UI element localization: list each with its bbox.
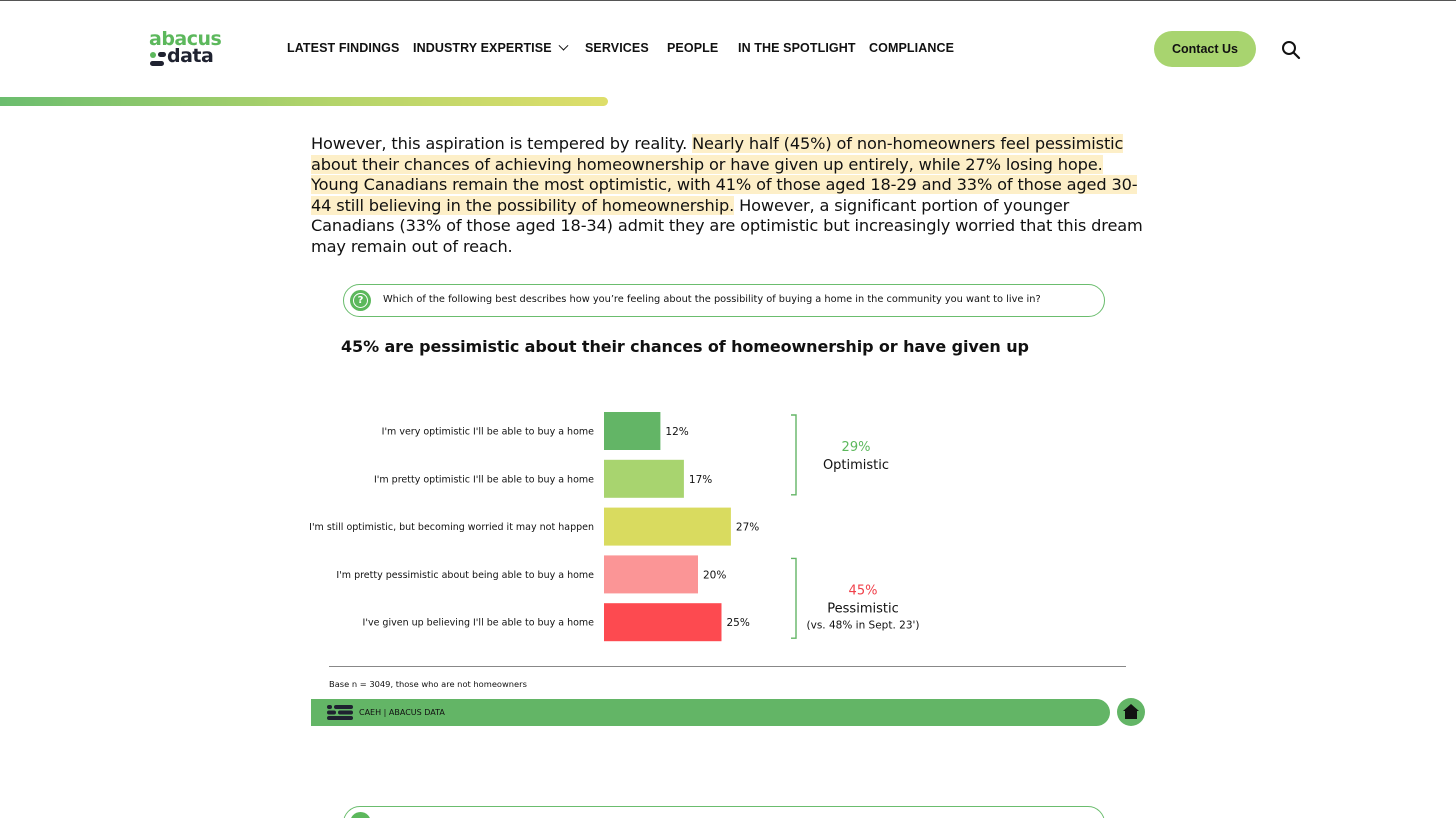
group-label: Optimistic [822,457,890,473]
chart-title: 45% are pessimistic about their chances of homeownership or have given up [341,337,1029,356]
site-header [0,1,1456,97]
nav-in-the-spotlight[interactable]: IN THE SPOTLIGHT [738,41,856,55]
nav-people[interactable]: PEOPLE [667,41,719,55]
logo-dot [150,52,156,58]
group-bracket [791,415,796,495]
abacus-mark-icon [327,705,353,720]
figure-footer-bar [311,699,1110,726]
question-mark-icon: ? [350,290,371,311]
reading-progress-fill [0,97,608,106]
nav-industry-expertise[interactable]: INDUSTRY EXPERTISE [413,41,567,55]
contact-us-button[interactable]: Contact Us [1154,31,1256,67]
group-label: Pessimistic [827,601,899,617]
chevron-down-icon [558,41,568,51]
data-label: 25% [726,617,750,630]
data-label: 27% [735,521,760,534]
bar [604,555,698,593]
data-label: 17% [688,473,713,486]
data-label: 20% [703,569,727,582]
bar [604,460,684,498]
data-label: 12% [665,426,689,438]
category-label: I'm very optimistic I'll be able to buy a home [381,426,594,438]
category-label: I'm pretty pessimistic about being able to buy a home [336,569,594,581]
question-mark-icon [350,812,371,818]
article-paragraph [311,134,1151,257]
bar-chart [311,270,1151,740]
group-value: 45% [848,583,878,599]
reading-progress-bar [0,97,941,106]
nav-compliance[interactable]: COMPLIANCE [869,41,955,55]
bar [604,412,660,450]
search-icon[interactable] [1281,40,1301,60]
survey-chart-figure [311,270,1151,740]
bar [604,603,722,641]
base-note: Base n = 3049, those who are not homeowners [329,679,527,689]
house-icon [1117,698,1145,726]
group-value: 29% [841,439,871,455]
logo-bar [150,61,164,66]
base-divider [329,666,1126,667]
next-question-box [343,806,1105,818]
footer-credit: CAEH | ABACUS DATA [359,708,445,717]
category-label: I've given up believing I'll be able to buy a home [362,617,594,629]
paragraph-outro: However, a significant portion of younger Canadians (33% of those aged 18-34) admit they are optimistic but increasingly worried that this dream may remain out of reach. [311,195,1143,256]
logo-dash [158,52,166,57]
category-label: I'm pretty optimistic I'll be able to buy a home [374,474,594,486]
logo-word-abacus: abacus [149,28,222,50]
logo-word-data: data [167,45,214,67]
question-text: Which of the following best describes how you’re feeling about the possibility of buying a home in the community you want to live in? [383,294,1041,305]
group-note: (vs. 48% in Sept. 23') [806,619,920,632]
abacus-data-logo[interactable] [149,28,229,68]
group-bracket [791,558,796,638]
paragraph-intro: However, this aspiration is tempered by reality. [311,134,693,153]
nav-latest-findings[interactable]: LATEST FINDINGS [287,41,400,55]
bar [604,508,731,546]
nav-services[interactable]: SERVICES [585,41,649,55]
paragraph-highlight: Nearly half (45%) of non-homeowners feel pessimistic about their chances of achieving homeownership or have given up entirely, while 27% losing hope. Young Canadians remain the most optimistic, with 41% of those aged 18-29 and 33% of those aged 30-44 still believing in the possibility of homeownership. [311,134,1138,215]
category-label: I'm still optimistic, but becoming worried it may not happen [309,522,594,534]
